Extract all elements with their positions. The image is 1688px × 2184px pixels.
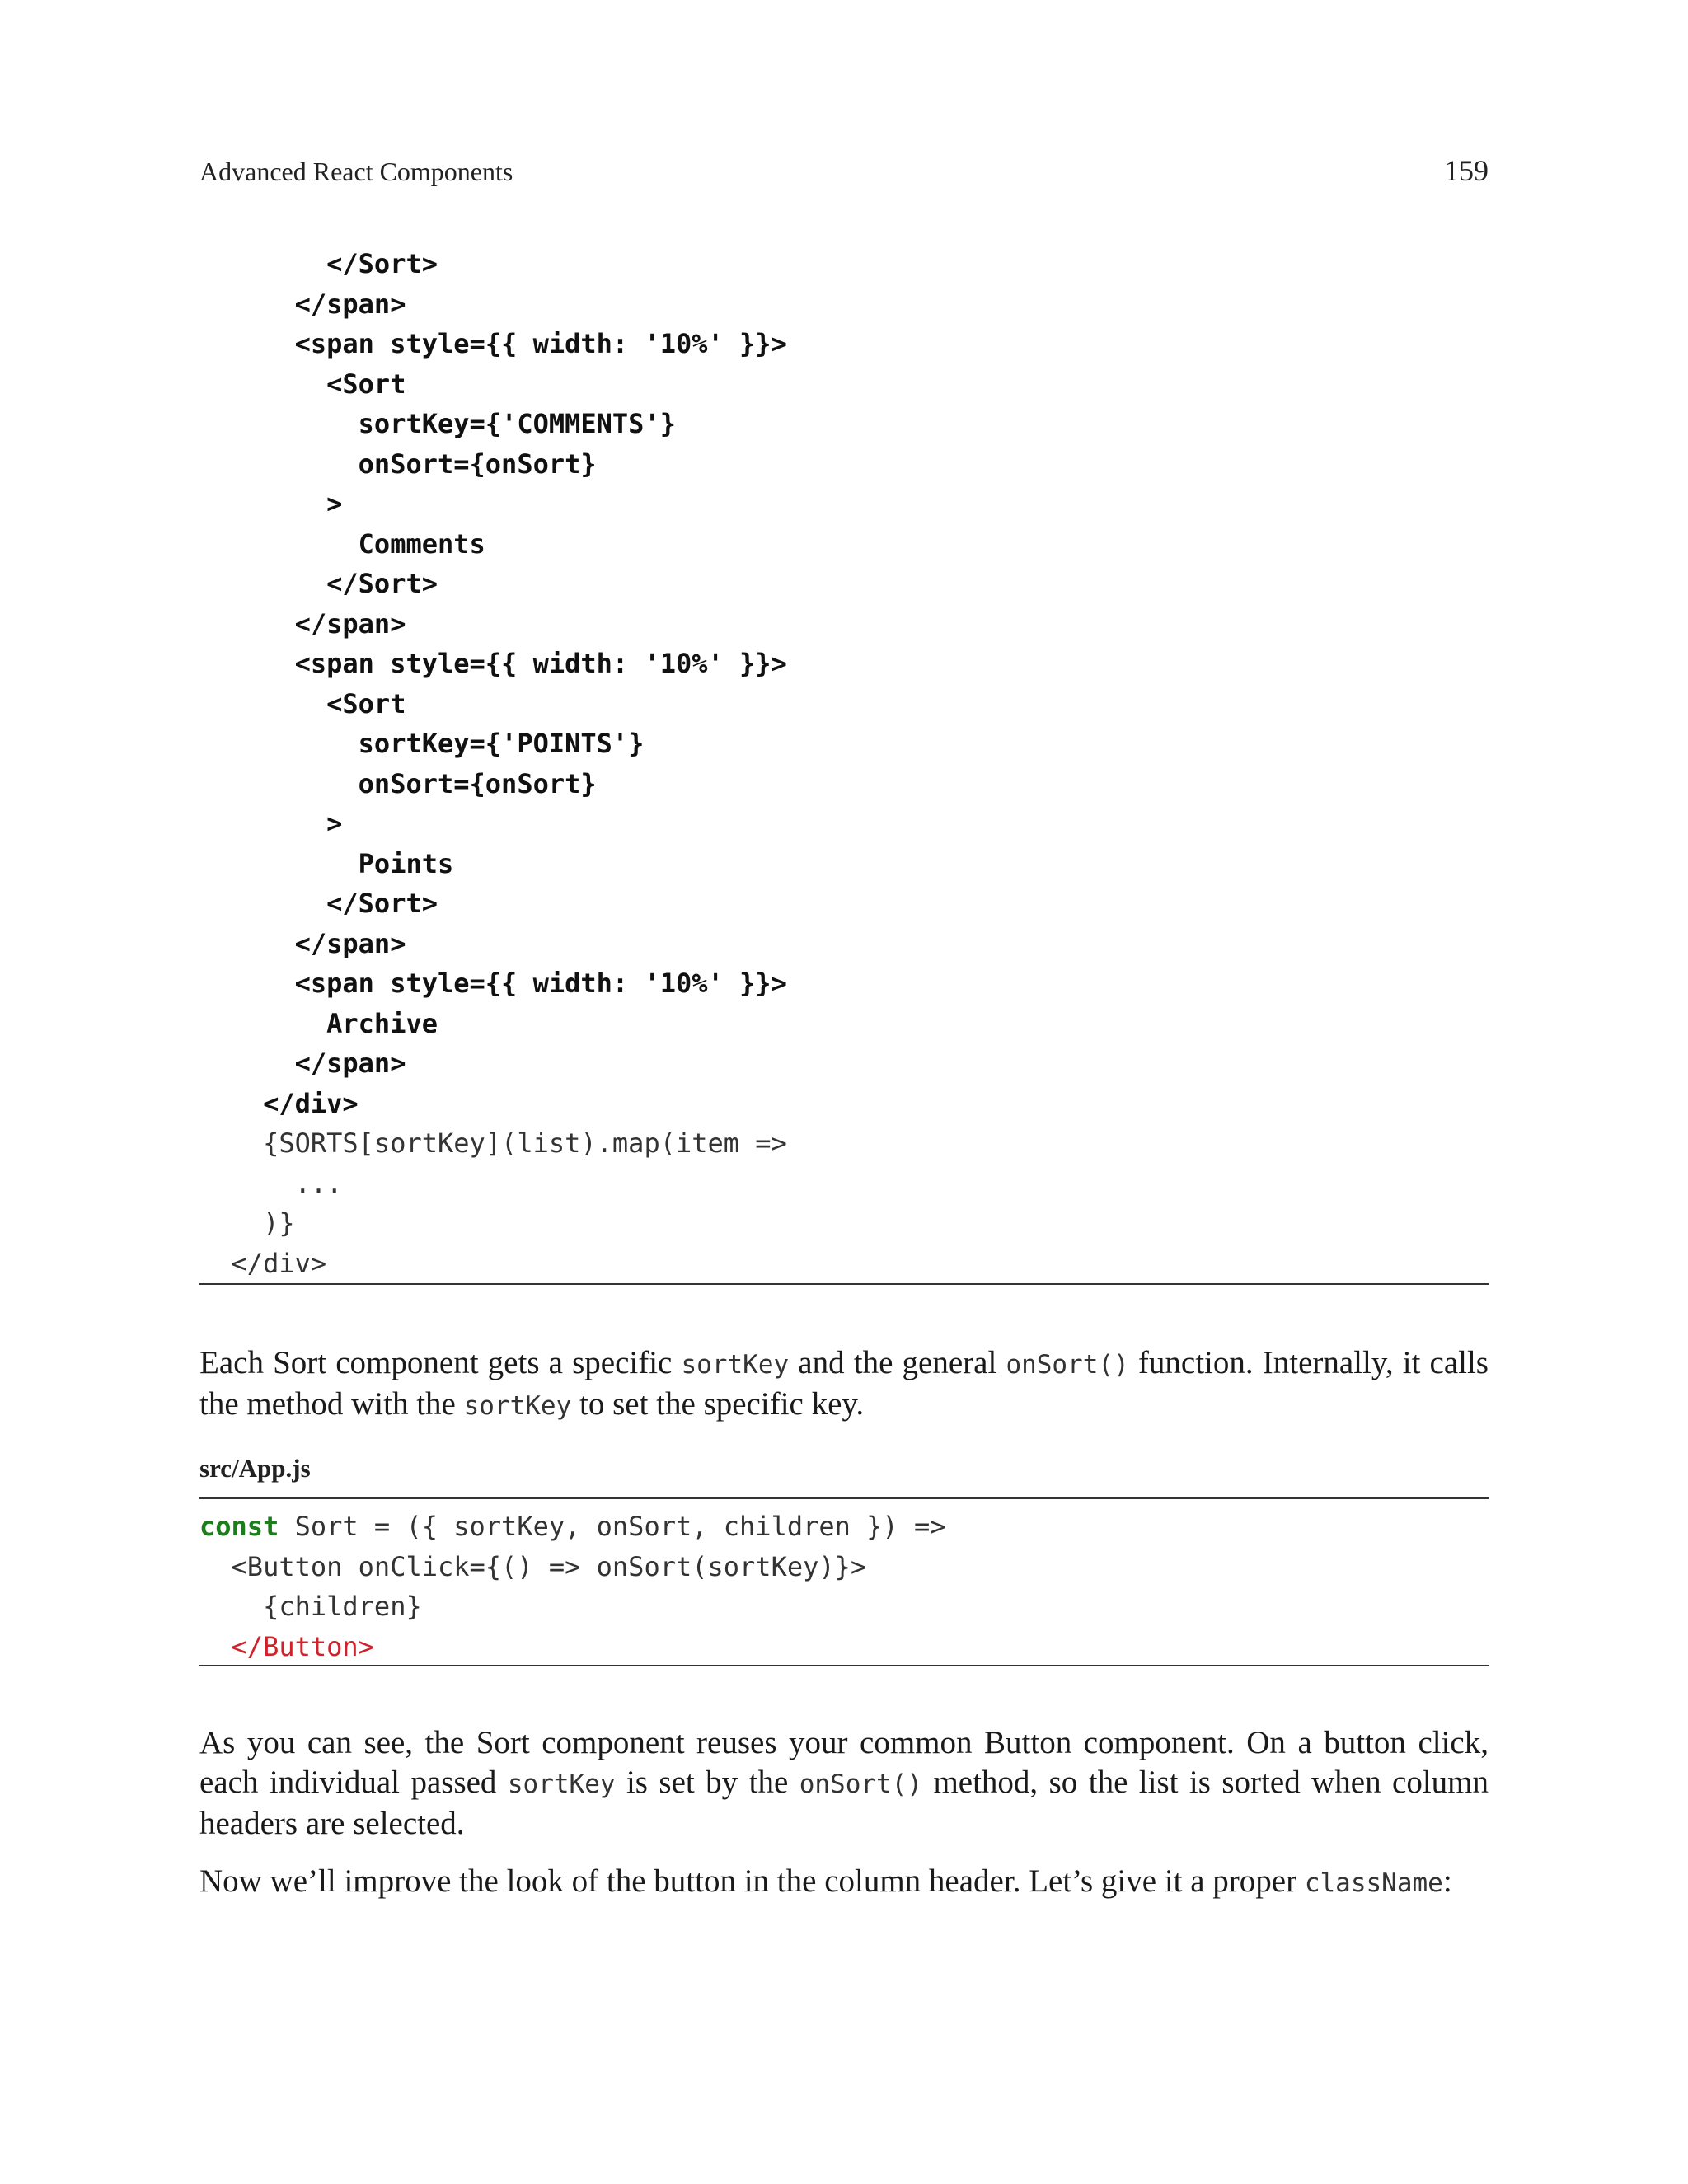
code-line: sortKey={'POINTS'} <box>199 728 645 759</box>
paragraph-text: As you can see, the Sort component reuses your common Button component. On a button click, each individual passed <box>199 1725 1489 1800</box>
code-line: </Button> <box>199 1630 374 1662</box>
code-line: </Sort> <box>199 248 438 279</box>
code-line: <Sort <box>199 687 406 719</box>
running-title: Advanced React Components <box>199 157 513 186</box>
code-line: </Sort> <box>199 568 438 599</box>
keyword: const <box>199 1511 279 1542</box>
code-line: </span> <box>199 288 406 320</box>
code-line: onSort={onSort} <box>199 767 597 799</box>
code-line: Archive <box>199 1007 438 1039</box>
code-line: )} <box>199 1207 295 1239</box>
code-line: </span> <box>199 1047 406 1079</box>
paragraph-text: to set the specific key. <box>571 1386 865 1422</box>
code-line: {children} <box>199 1591 422 1622</box>
paragraph-text: function. Internally, it calls the method with the <box>199 1345 1489 1422</box>
code-line: </Sort> <box>199 888 438 919</box>
paragraph-text: Each Sort component gets a specific <box>199 1345 682 1380</box>
paragraph-1 <box>199 1343 1489 1426</box>
inline-code: onSort() <box>799 1769 923 1799</box>
code-block-1-bottom-rule <box>199 1283 1489 1285</box>
code-line: </span> <box>199 607 406 640</box>
paragraph-text: method, so the list is sorted when column headers are selected. <box>199 1765 1489 1841</box>
code-line: Comments <box>199 527 485 560</box>
paragraph-text: is set by the <box>615 1765 799 1800</box>
code-line: <Button onClick={() => onSort(sortKey)}> <box>199 1550 867 1582</box>
paragraph-text: : <box>1442 1863 1452 1899</box>
inline-code: sortKey <box>463 1391 572 1421</box>
paragraph-3 <box>199 1862 1489 1903</box>
code-line: ... <box>199 1167 343 1199</box>
code-line: sortKey={'COMMENTS'} <box>199 408 676 439</box>
code-line: </div> <box>199 1087 359 1119</box>
code-block-2-top-rule <box>199 1497 1489 1499</box>
inline-code: onSort() <box>1006 1350 1129 1380</box>
code-block-2 <box>199 1507 1489 1666</box>
code-line: > <box>199 808 343 839</box>
inline-code: className <box>1304 1868 1443 1898</box>
code-line: {SORTS[sortKey](list).map(item => <box>199 1127 787 1159</box>
code-line: <span style={{ width: '10%' }}> <box>199 648 787 679</box>
paragraph-2 <box>199 1723 1489 1844</box>
code-line: Points <box>199 847 454 879</box>
inline-code: sortKey <box>507 1769 616 1799</box>
code-line: </div> <box>199 1247 327 1279</box>
code-line: onSort={onSort} <box>199 448 597 480</box>
code-line: > <box>199 488 343 519</box>
file-label: src/App.js <box>199 1454 311 1483</box>
paragraph-text: Now we’ll improve the look of the button in the column header. Let’s give it a proper <box>199 1863 1305 1899</box>
page-number: 159 <box>1444 154 1489 187</box>
code-block-2-bottom-rule <box>199 1665 1489 1666</box>
code-block-1 <box>199 244 1489 1283</box>
code-line: <Sort <box>199 368 406 400</box>
paragraph-text: and the general <box>789 1345 1006 1380</box>
code-line: <span style={{ width: '10%' }}> <box>199 328 787 359</box>
code-line: <span style={{ width: '10%' }}> <box>199 968 787 999</box>
inline-code: sortKey <box>681 1350 790 1380</box>
code-line: </span> <box>199 927 406 959</box>
code-line <box>199 1507 1489 1547</box>
code-text: Sort = ({ sortKey, onSort, children }) => <box>279 1511 946 1542</box>
